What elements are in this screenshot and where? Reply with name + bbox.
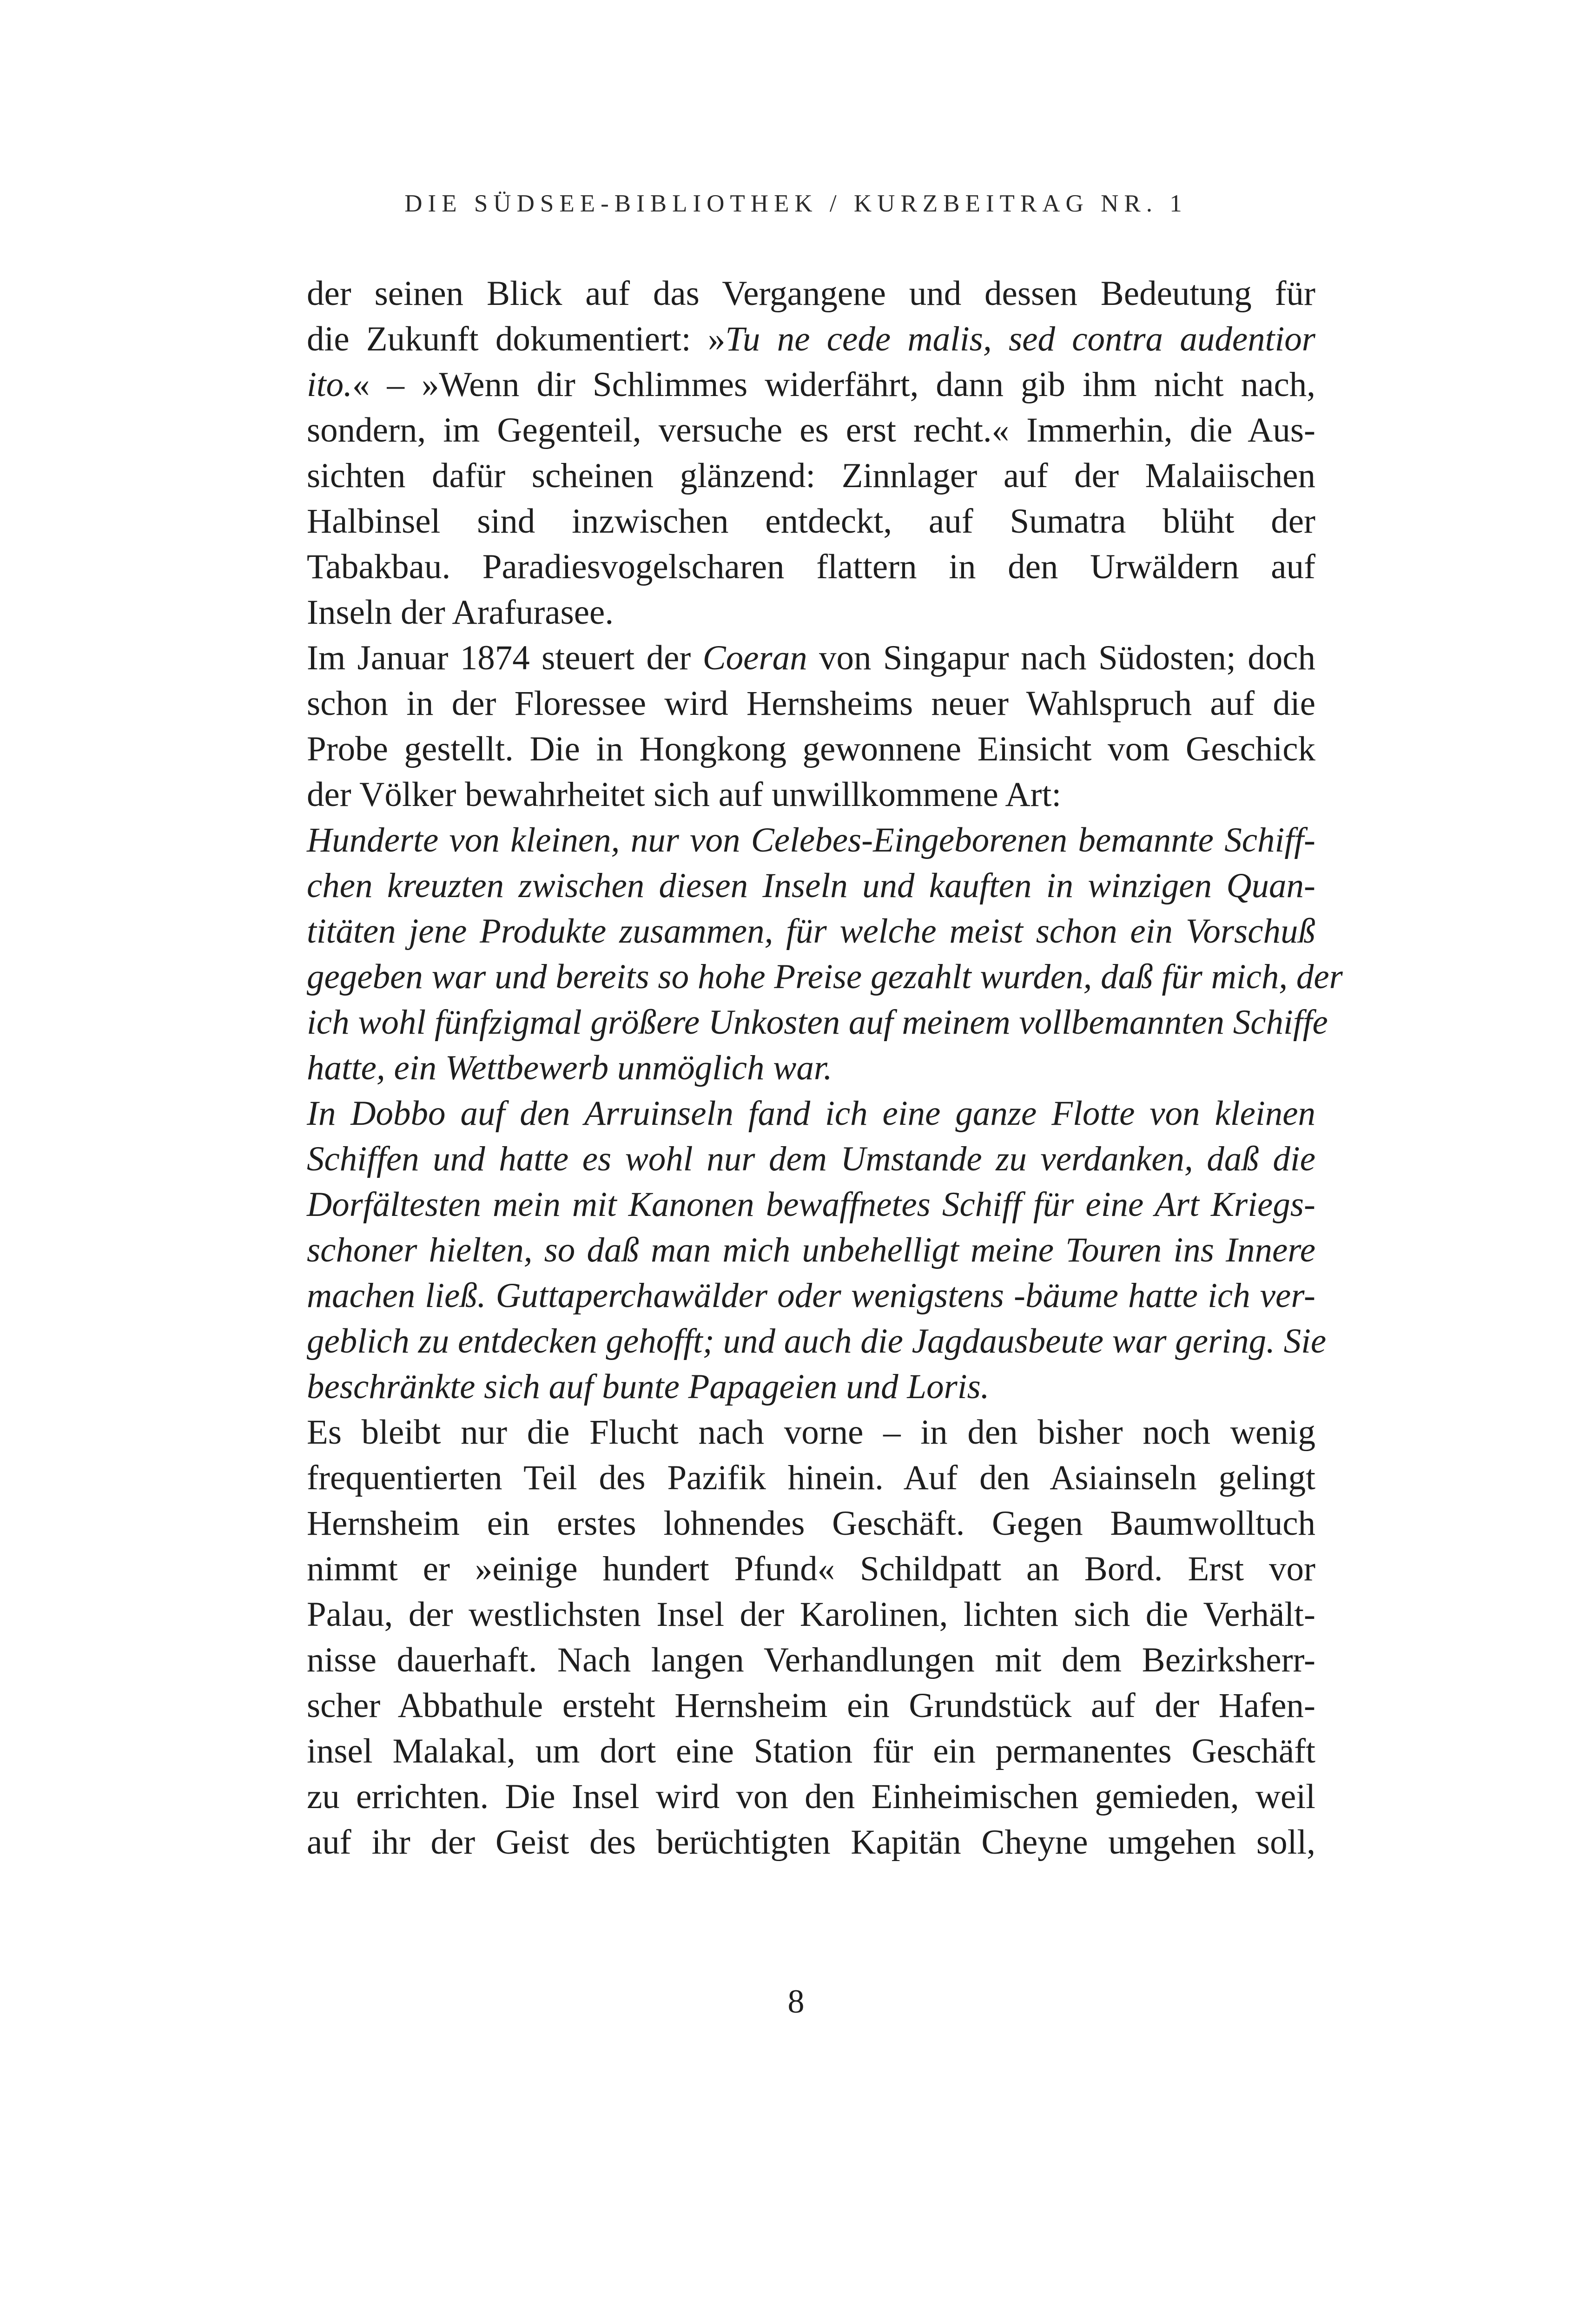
text-line: In Dobbo auf den Arruinseln fand ich eine ganze Flotte von kleinen (307, 1094, 1315, 1133)
text-line: Palau, der westlichsten Insel der Karolinen, lichten sich die Verhält- (307, 1595, 1315, 1634)
text-line: Probe gestellt. Die in Hongkong gewonnene Einsicht vom Geschick (307, 730, 1315, 768)
text-line: insel Malakal, um dort eine Station für ein permanentes Geschäft (307, 1732, 1315, 1770)
italic-segment: Tu ne cede malis, sed contra audentior (725, 320, 1315, 358)
page-number: 8 (787, 1983, 805, 2020)
text-line: ich wohl fünfzigmal größere Unkosten auf meinem vollbemannten Schiffe (307, 1003, 1328, 1042)
text-line: gegeben war und bereits so hohe Preise gezahlt wurden, daß für mich, der (307, 957, 1343, 996)
text-line: machen ließ. Guttaperchawälder oder wenigstens -bäume hatte ich ver- (307, 1276, 1315, 1315)
text-line: sondern, im Gegenteil, versuche es erst recht.« Immerhin, die Aus- (307, 411, 1315, 449)
text-line: der Völker bewahrheitet sich auf unwillkommene Art: (307, 775, 1062, 814)
text-segment: von Singapur nach Südosten; doch (807, 639, 1315, 677)
text-line (307, 635, 1315, 681)
italic-segment: ito. (307, 365, 352, 404)
text-line: auf ihr der Geist des berüchtigten Kapitän Cheyne umgehen soll, (307, 1823, 1315, 1862)
text-line: Es bleibt nur die Flucht nach vorne – in den bisher noch wenig (307, 1413, 1315, 1452)
text-line: Schiffen und hatte es wohl nur dem Umstande zu verdanken, daß die (307, 1140, 1315, 1178)
running-head: DIE SÜDSEE-BIBLIOTHEK / KURZBEITRAG NR. 1 (404, 190, 1188, 217)
text-line: chen kreuzten zwischen diesen Inseln und kauften in winzigen Quan- (307, 866, 1315, 905)
text-segment: « – »Wenn dir Schlimmes widerfährt, dann gib ihm nicht nach, (352, 365, 1315, 404)
text-line: Inseln der Arafurasee. (307, 593, 614, 632)
text-line: der seinen Blick auf das Vergangene und dessen Bedeutung für (307, 274, 1315, 313)
text-line: Dorfältesten mein mit Kanonen bewaffnetes Schiff für eine Art Kriegs- (307, 1185, 1315, 1224)
text-line (307, 362, 1315, 408)
text-segment: die Zukunft dokumentiert: » (307, 320, 726, 358)
text-line: schoner hielten, so daß man mich unbehelligt meine Touren ins Innere (307, 1231, 1315, 1269)
text-line: hatte, ein Wettbewerb unmöglich war. (307, 1049, 832, 1087)
text-line: scher Abbathule ersteht Hernsheim ein Grundstück auf der Hafen- (307, 1686, 1315, 1725)
text-line: Halbinsel sind inzwischen entdeckt, auf Sumatra blüht der (307, 502, 1315, 541)
text-line (307, 317, 1315, 362)
text-line: beschränkte sich auf bunte Papageien und Loris. (307, 1367, 990, 1406)
text-line: frequentierten Teil des Pazifik hinein. Auf den Asiainseln gelingt (307, 1459, 1315, 1497)
text-line: Hernsheim ein erstes lohnendes Geschäft. Gegen Baumwolltuch (307, 1504, 1315, 1543)
text-line: geblich zu entdecken gehofft; und auch die Jagdausbeute war gering. Sie (307, 1322, 1327, 1360)
text-line: Hunderte von kleinen, nur von Celebes-Eingeborenen bemannte Schiff- (307, 821, 1315, 859)
text-line: nimmt er »einige hundert Pfund« Schildpatt an Bord. Erst vor (307, 1550, 1315, 1588)
text-line: nisse dauerhaft. Nach langen Verhandlungen mit dem Bezirksherr- (307, 1641, 1315, 1679)
text-line: sichten dafür scheinen glänzend: Zinnlager auf der Malaiischen (307, 456, 1315, 495)
text-line: schon in der Floressee wird Hernsheims neuer Wahlspruch auf die (307, 684, 1315, 723)
italic-segment: Coeran (702, 639, 807, 677)
text-line: zu errichten. Die Insel wird von den Einheimischen gemieden, weil (307, 1777, 1315, 1816)
text-line: Tabakbau. Paradiesvogelscharen flattern in den Urwäldern auf (307, 548, 1315, 586)
text-segment: Im Januar 1874 steuert der (307, 639, 703, 677)
body-text (307, 271, 1343, 1865)
text-line: titäten jene Produkte zusammen, für welche meist schon ein Vorschuß (307, 912, 1315, 951)
